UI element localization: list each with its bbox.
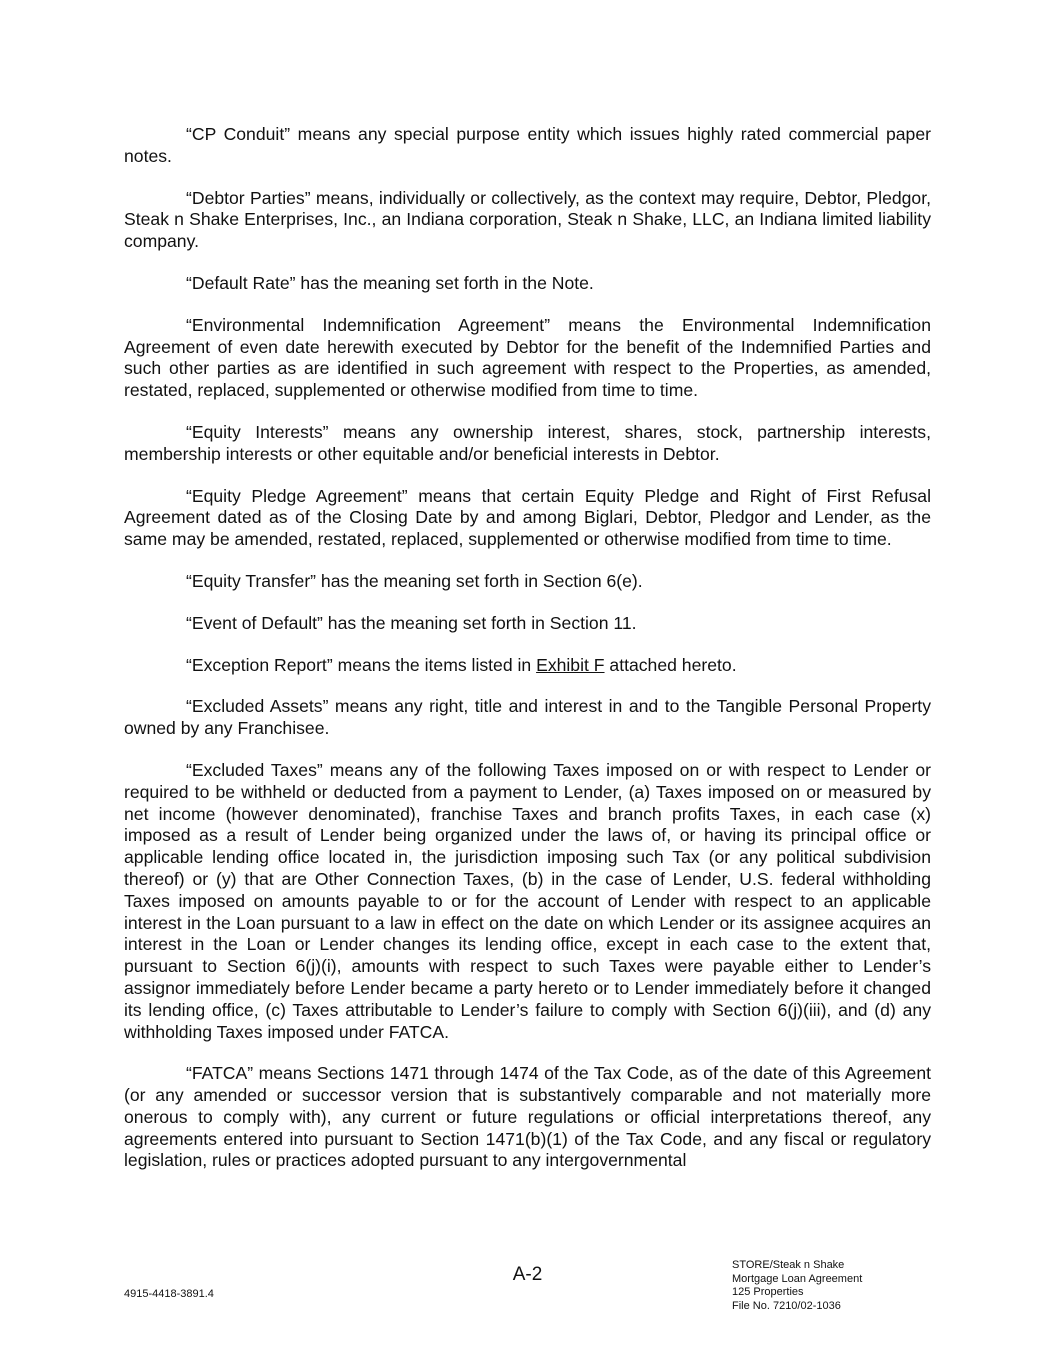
definition-exception-report xyxy=(124,655,931,677)
exception-report-text-after: attached hereto. xyxy=(604,654,737,675)
document-number: 4915-4418-3891.4 xyxy=(124,1288,214,1300)
exhibit-f-link[interactable]: Exhibit F xyxy=(536,654,605,675)
footer-info-line: STORE/Steak n Shake xyxy=(732,1259,845,1271)
definition-equity-interests: “Equity Interests” means any ownership interest, shares, stock, partnership interests, membership interests or other equitable and/or beneficial interests in Debtor. xyxy=(124,421,931,464)
definition-excluded-taxes: “Excluded Taxes” means any of the following Taxes imposed on or with respect to Lender or required to be withheld or deducted from a payment to Lender, (a) Taxes imposed on or measured by net income (however denominated), franchise Taxes and branch profits Taxes, in each case (x) imposed as a result of Lender being organized under the laws of, or having its principal office or applicable lending office located in, the jurisdiction imposing such Tax (or any political subdivision thereof) or (y) that are Other Connection Taxes, (b) in the case of Lender, U.S. federal withholding Taxes imposed on amounts payable to or for the account of Lender with respect to an applicable interest in the Loan pursuant to a law in effect on the date on which Lender or its assignee acquires an interest in the Loan or Lender changes its lending office, except in each case to the extent that, pursuant to Section 6(j)(i), amounts with respect to such Taxes were payable either to Lender’s assignor immediately before Lender became a party hereto or to Lender immediately before it changed its lending office, (c) Taxes attributable to Lender’s failure to comply with Section 6(j)(iii), and (d) any withholding Taxes imposed under FATCA. xyxy=(124,759,931,1042)
definition-equity-transfer: “Equity Transfer” has the meaning set forth in Section 6(e). xyxy=(186,570,643,591)
definition-equity-pledge-agreement: “Equity Pledge Agreement” means that certain Equity Pledge and Right of First Refusal Agreement dated as of the Closing Date by and among Biglari, Debtor, Pledgor and Lender, as the same may be amended, restated, replaced, supplemented or otherwise modified from time to time. xyxy=(124,485,931,550)
definition-event-of-default: “Event of Default” has the meaning set forth in Section 11. xyxy=(186,612,637,633)
footer-info-line: Mortgage Loan Agreement xyxy=(732,1272,863,1285)
definition-default-rate: “Default Rate” has the meaning set forth in the Note. xyxy=(186,272,594,293)
definition-debtor-parties: “Debtor Parties” means, individually or collectively, as the context may require, Debtor, Pledgor, Steak n Shake Enterprises, Inc., an Indiana corporation, Steak n Shake, LLC, an Indiana limited liability company. xyxy=(124,187,931,252)
definition-excluded-assets: “Excluded Assets” means any right, title and interest in and to the Tangible Personal Property owned by any Franchisee. xyxy=(124,696,931,739)
footer-document-info xyxy=(732,1259,862,1313)
definition-cp-conduit: “CP Conduit” means any special purpose entity which issues highly rated commercial paper notes. xyxy=(124,124,931,166)
definition-fatca: “FATCA” means Sections 1471 through 1474 of the Tax Code, as of the date of this Agreement (or any amended or successor version that is substantively comparable and not materially more onerous to comply with), any current or future regulations or official interpretations thereof, any agreements entered into pursuant to Section 1471(b)(1) of the Tax Code, and any fiscal or regulatory legislation, rules or practices adopted pursuant to any intergovernmental xyxy=(124,1063,931,1171)
footer-info-line: 125 Properties xyxy=(732,1286,804,1299)
definitions-body xyxy=(124,124,931,1192)
definition-environmental-indemnification-agreement: “Environmental Indemnification Agreement” means the Environmental Indemnification Agreement of even date herewith executed by Debtor for the benefit of the Indemnified Parties and such other parties as are identified in such agreement with respect to the Properties, as amended, restated, replaced, supplemented or otherwise modified from time to time. xyxy=(124,314,931,401)
exception-report-text-before: “Exception Report” means the items listed in xyxy=(186,654,537,675)
footer-info-line: File No. 7210/02-1036 xyxy=(732,1299,841,1312)
page-number: A-2 xyxy=(512,1264,543,1285)
